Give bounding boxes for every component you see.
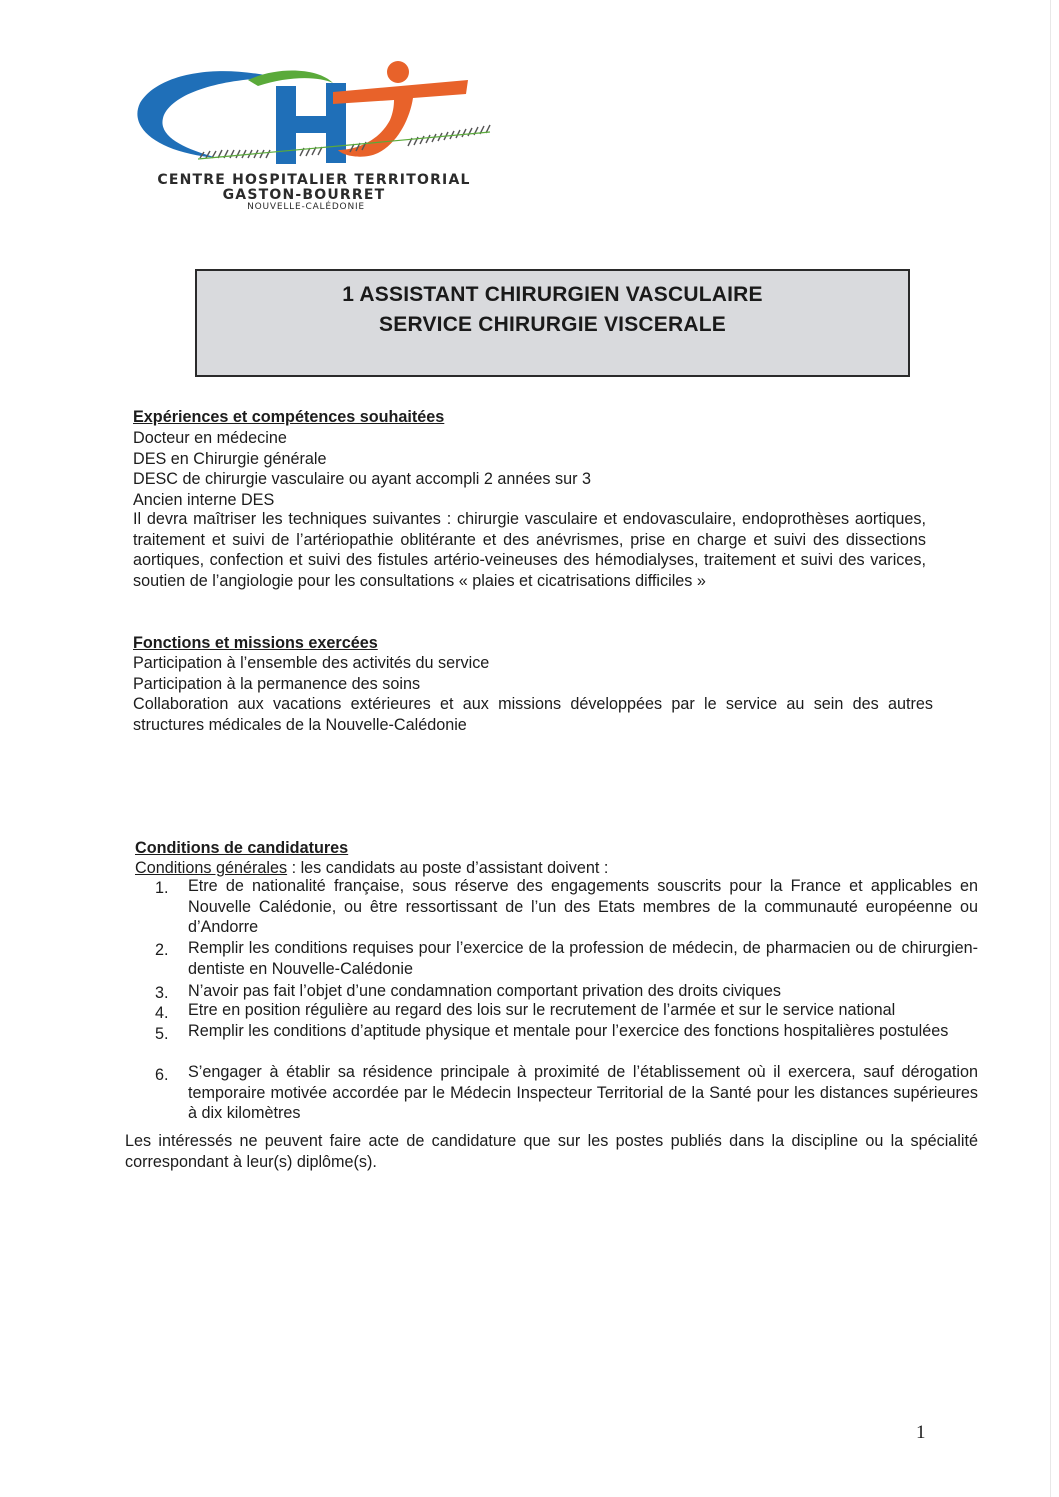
conditions-subheading: Conditions générales: [135, 859, 288, 877]
condition-item-4: Etre en position régulière au regard des lois sur le recrutement de l’armée et sur le service national: [188, 1001, 896, 1019]
list-number-2: 2.: [155, 941, 169, 959]
section-heading-conditions: Conditions de candidatures: [135, 839, 349, 857]
experience-line-2: DES en Chirurgie générale: [133, 450, 327, 468]
functions-line-2: Participation à la permanence des soins: [133, 675, 421, 693]
hospital-logo: [128, 58, 500, 218]
experience-line-3: DESC de chirurgie vasculaire ou ayant accompli 2 années sur 3: [133, 470, 591, 488]
experience-line-4: Ancien interne DES: [133, 491, 275, 509]
logo-line-1: CENTRE HOSPITALIER TERRITORIAL: [157, 172, 471, 188]
condition-item-6: S’engager à établir sa résidence principale à proximité de l’établissement où il exercera, sauf dérogation temporaire motivée accordée par le Médecin Inspecteur Territorial de la Santé pour les distances supérieures à dix kilomètres: [188, 1063, 978, 1122]
condition-item-3: N’avoir pas fait l’objet d’une condamnation comportant privation des droits civiques: [188, 982, 781, 1000]
page-number: 1: [916, 1422, 926, 1443]
experience-paragraph: Il devra maîtriser les techniques suivantes : chirurgie vasculaire et endovasculaire, endoprothèses aortiques, traitement et suivi de l’artériopathie oblitérante et des anévrismes, prise en charge et suivi des dissections aortiques, confection et suivi des fistules artério-veineuses des hémodialyses, traitement et suivi des varices, soutien de l’angiologie pour les consultations « plaies et cicatrisations difficiles »: [133, 510, 926, 590]
list-number-1: 1.: [155, 879, 169, 897]
condition-item-2: Remplir les conditions requises pour l’exercice de la profession de médecin, de pharmacien ou de chirurgien-dentiste en Nouvelle-Calédonie: [188, 939, 978, 978]
list-number-5: 5.: [155, 1025, 169, 1043]
job-title: 1 ASSISTANT CHIRURGIEN VASCULAIRE: [342, 283, 763, 306]
logo-line-2: GASTON-BOURRET: [222, 187, 386, 203]
closing-paragraph: Les intéressés ne peuvent faire acte de candidature que sur les postes publiés dans la discipline ou la spécialité correspondant à leur(s) diplôme(s).: [125, 1132, 978, 1171]
logo-line-3: NOUVELLE-CALÉDONIE: [247, 202, 365, 212]
section-heading-functions: Fonctions et missions exercées: [133, 634, 378, 652]
list-number-3: 3.: [155, 984, 169, 1002]
functions-line-1: Participation à l’ensemble des activités du service: [133, 654, 490, 672]
page-edge-line: [1050, 0, 1051, 1497]
list-number-6: 6.: [155, 1066, 169, 1084]
condition-item-5: Remplir les conditions d’aptitude physique et mentale pour l’exercice des fonctions hospitalières postulées: [188, 1022, 949, 1040]
logo-emblem-icon: [128, 58, 500, 173]
section-heading-experience: Expériences et compétences souhaitées: [133, 408, 445, 426]
functions-paragraph: Collaboration aux vacations extérieures et aux missions développées par le service au sein des autres structures médicales de la Nouvelle-Calédonie: [133, 695, 933, 734]
list-number-4: 4.: [155, 1004, 169, 1022]
condition-item-1: Etre de nationalité française, sous réserve des engagements souscrits pour la France et applicables en Nouvelle Calédonie, ou être ressortissant de l’un des Etats membres de la communauté européenne ou d’Andorre: [188, 877, 978, 936]
conditions-subheading-rest: : les candidats au poste d’assistant doivent :: [287, 859, 609, 877]
title-box: [195, 269, 910, 377]
experience-line-1: Docteur en médecine: [133, 429, 287, 447]
service-title: SERVICE CHIRURGIE VISCERALE: [379, 313, 726, 336]
